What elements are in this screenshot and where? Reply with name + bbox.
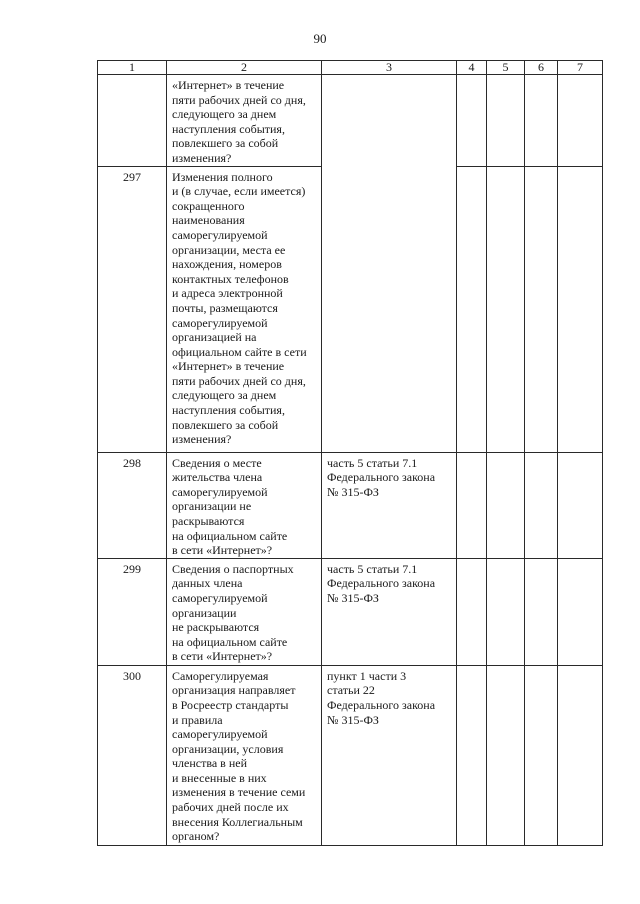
- row-number: [98, 75, 167, 167]
- table-row: [98, 558, 603, 665]
- row-cell: [558, 558, 603, 665]
- row-question: Сведения о месте жительства члена саморегулируемой организации не раскрываются на официальном сайте в сети «Интернет»?: [167, 452, 322, 558]
- row-cell: [487, 558, 525, 665]
- header-row: [98, 61, 603, 75]
- row-basis: часть 5 статьи 7.1 Федерального закона № 315-ФЗ: [322, 452, 457, 558]
- checklist-table: [97, 60, 603, 846]
- row-cell: [457, 665, 487, 845]
- table-row: [98, 75, 603, 167]
- row-cell: [457, 558, 487, 665]
- row-question: Сведения о паспортных данных члена саморегулируемой организации не раскрываются на официальном сайте в сети «Интернет»?: [167, 558, 322, 665]
- row-cell: [525, 665, 558, 845]
- row-cell: [487, 75, 525, 167]
- row-cell: [558, 665, 603, 845]
- row-cell: [487, 166, 525, 452]
- table-row: [98, 665, 603, 845]
- row-number: 297: [98, 166, 167, 452]
- row-cell: [558, 75, 603, 167]
- column-header: 2: [167, 61, 322, 75]
- column-header: 1: [98, 61, 167, 75]
- row-question: Саморегулируемая организация направляет в Росреестр стандарты и правила саморегулируемой организации, условия членства в ней и внесенные в них изменения в течение семи рабочих дней после их внесения Коллегиальным органом?: [167, 665, 322, 845]
- page-number: 90: [313, 31, 327, 46]
- row-cell: [487, 665, 525, 845]
- row-basis: часть 5 статьи 7.1 Федерального закона № 315-ФЗ: [322, 558, 457, 665]
- row-basis: [322, 75, 457, 167]
- table-row: [98, 452, 603, 558]
- table-row: [98, 166, 603, 452]
- column-header: 4: [457, 61, 487, 75]
- row-cell: [457, 75, 487, 167]
- row-number: 300: [98, 665, 167, 845]
- row-question: «Интернет» в течение пяти рабочих дней со дня, следующего за днем наступления события, повлекшего за собой изменения?: [167, 75, 322, 167]
- row-cell: [487, 452, 525, 558]
- column-header: 5: [487, 61, 525, 75]
- row-cell: [457, 452, 487, 558]
- row-basis: пункт 1 части 3 статьи 22 Федерального закона № 315-ФЗ: [322, 665, 457, 845]
- row-question: Изменения полного и (в случае, если имеется) сокращенного наименования саморегулируемой организации, места ее нахождения, номеров контактных телефонов и адреса электронной почты, размещаются саморегулируемой организацией на официальном сайте в сети «Интернет» в течение пяти рабочих дней со дня, следующего за днем наступления события, повлекшего за собой изменения?: [167, 166, 322, 452]
- row-cell: [558, 452, 603, 558]
- column-header: 6: [525, 61, 558, 75]
- row-number: 298: [98, 452, 167, 558]
- row-cell: [525, 75, 558, 167]
- row-number: 299: [98, 558, 167, 665]
- row-cell: [525, 558, 558, 665]
- row-cell: [457, 166, 487, 452]
- row-cell: [525, 452, 558, 558]
- column-header: 3: [322, 61, 457, 75]
- column-header: 7: [558, 61, 603, 75]
- row-cell: [558, 166, 603, 452]
- row-basis: [322, 166, 457, 452]
- row-cell: [525, 166, 558, 452]
